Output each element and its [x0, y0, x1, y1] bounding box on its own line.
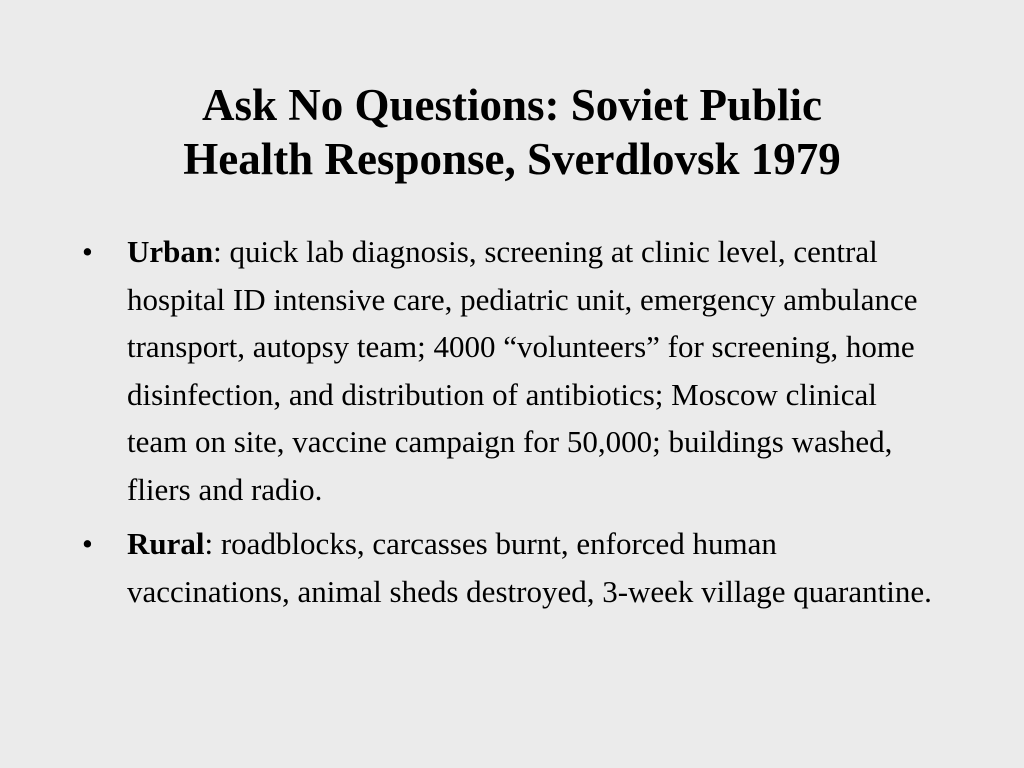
bullet-urban-text: : quick lab diagnosis, screening at clinic level, central hospital ID intensive care, pediatric unit, emergency ambulance transport, autopsy team; 4000 “volunteers” for screening, home disinfection, and distribution of antibiotics; Moscow clinical team on site, vaccine campaign for 50,000; buildings washed, fliers and radio. [127, 234, 918, 507]
slide-title [60, 78, 964, 186]
bullet-rural-text: : roadblocks, carcasses burnt, enforced human vaccinations, animal sheds destroyed, 3-week village quarantine. [127, 526, 932, 609]
slide-title-line-1: Ask No Questions: Soviet Public [201, 80, 823, 130]
bullet-dot-icon: • [82, 526, 93, 561]
bullet-urban-lead: Urban [127, 234, 214, 269]
bullet-dot-icon: • [82, 234, 93, 269]
bullet-rural [82, 520, 932, 615]
slide-title-line-2: Health Response, Sverdlovsk 1979 [183, 134, 841, 184]
bullet-urban [82, 228, 932, 513]
bullet-rural-lead: Rural [127, 526, 205, 561]
bullet-list [82, 228, 932, 622]
